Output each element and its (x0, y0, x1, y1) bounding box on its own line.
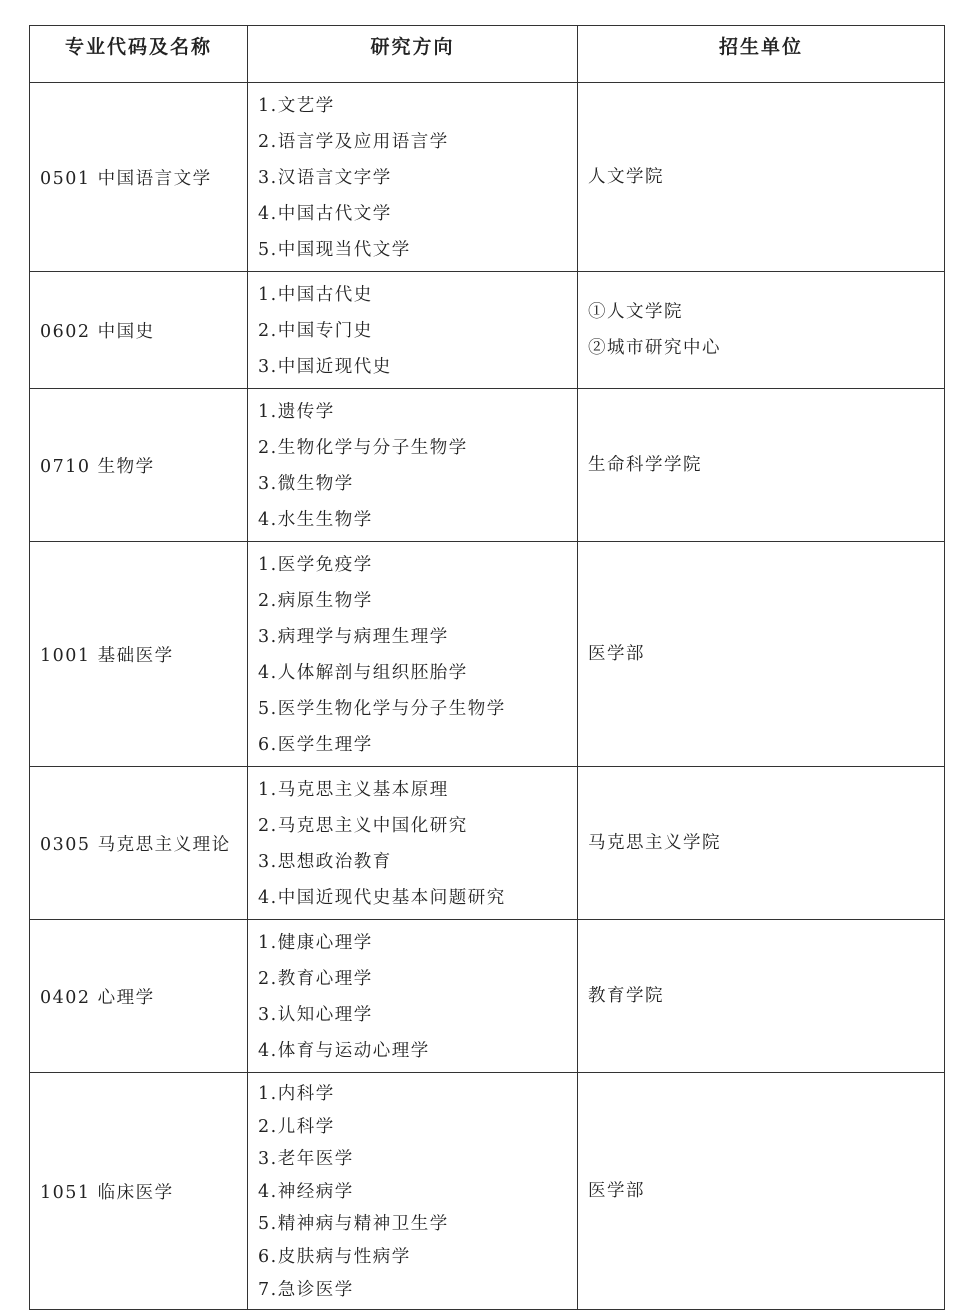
direction-item: 4.水生生物学 (258, 510, 373, 530)
table-row (30, 920, 945, 1073)
header-unit-label: 招生单位 (718, 36, 803, 58)
directions-cell (248, 272, 578, 389)
direction-item: 2.教育心理学 (258, 969, 373, 989)
direction-item: 3.微生物学 (258, 474, 354, 494)
direction-item: 2.生物化学与分子生物学 (258, 438, 468, 458)
major-cell: 0402 心理学 (30, 920, 248, 1073)
directions-cell (248, 542, 578, 767)
header-direction (248, 26, 578, 83)
direction-item: 2.马克思主义中国化研究 (258, 816, 468, 836)
unit-cell (578, 272, 945, 389)
table-row (30, 272, 945, 389)
header-major (30, 26, 248, 83)
major-cell: 1001 基础医学 (30, 542, 248, 767)
direction-item: 1.马克思主义基本原理 (258, 780, 449, 800)
direction-item: 1.中国古代史 (258, 285, 373, 305)
major-cell: 0710 生物学 (30, 389, 248, 542)
unit-item: ①人文学院 (588, 302, 683, 322)
unit-cell (578, 389, 945, 542)
direction-item: 1.内科学 (258, 1084, 335, 1104)
unit-cell (578, 1073, 945, 1310)
direction-item: 1.遗传学 (258, 402, 335, 422)
direction-item: 3.病理学与病理生理学 (258, 627, 449, 647)
unit-cell (578, 767, 945, 920)
major-cell: 0305 马克思主义理论 (30, 767, 248, 920)
majors-table (29, 25, 945, 1310)
direction-item: 2.语言学及应用语言学 (258, 132, 449, 152)
header-major-label: 专业代码及名称 (64, 36, 212, 58)
direction-item: 3.老年医学 (258, 1149, 354, 1170)
table-row (30, 83, 945, 272)
direction-item: 1.健康心理学 (258, 933, 373, 953)
direction-item: 3.思想政治教育 (258, 852, 392, 872)
header-direction-label: 研究方向 (370, 36, 455, 58)
major-cell: 0501 中国语言文学 (30, 83, 248, 272)
directions-cell (248, 83, 578, 272)
direction-item: 2.病原生物学 (258, 591, 373, 611)
direction-item: 7.急诊医学 (258, 1279, 354, 1300)
unit-cell (578, 542, 945, 767)
direction-item: 5.医学生物化学与分子生物学 (258, 699, 506, 719)
directions-cell (248, 920, 578, 1073)
direction-item: 4.体育与运动心理学 (258, 1041, 430, 1061)
table-row (30, 767, 945, 920)
direction-item: 4.人体解剖与组织胚胎学 (258, 663, 468, 683)
direction-item: 2.儿科学 (258, 1116, 335, 1137)
direction-item: 2.中国专门史 (258, 321, 373, 341)
directions-cell (248, 1073, 578, 1310)
directions-cell (248, 389, 578, 542)
direction-item: 3.汉语言文字学 (258, 168, 392, 188)
direction-item: 1.文艺学 (258, 96, 335, 116)
table-row (30, 389, 945, 542)
direction-item: 4.神经病学 (258, 1181, 354, 1202)
direction-item: 4.中国近现代史基本问题研究 (258, 888, 506, 908)
unit-item: 人文学院 (588, 167, 664, 187)
major-cell: 1051 临床医学 (30, 1073, 248, 1310)
unit-item: 医学部 (588, 644, 645, 664)
direction-item: 1.医学免疫学 (258, 555, 373, 575)
header-unit (578, 26, 945, 83)
header-row (30, 26, 945, 83)
direction-item: 3.中国近现代史 (258, 357, 392, 377)
direction-item: 6.皮肤病与性病学 (258, 1246, 411, 1267)
unit-item: ②城市研究中心 (588, 338, 721, 358)
direction-item: 6.医学生理学 (258, 735, 373, 755)
direction-item: 3.认知心理学 (258, 1005, 373, 1025)
directions-cell (248, 767, 578, 920)
direction-item: 4.中国古代文学 (258, 204, 392, 224)
unit-cell (578, 83, 945, 272)
table-row (30, 542, 945, 767)
unit-item: 教育学院 (588, 986, 664, 1006)
direction-item: 5.精神病与精神卫生学 (258, 1214, 449, 1235)
unit-item: 医学部 (588, 1181, 645, 1202)
direction-item: 5.中国现当代文学 (258, 240, 411, 260)
unit-item: 生命科学学院 (588, 455, 702, 475)
major-cell: 0602 中国史 (30, 272, 248, 389)
table-row (30, 1073, 945, 1310)
unit-item: 马克思主义学院 (588, 833, 721, 853)
unit-cell (578, 920, 945, 1073)
